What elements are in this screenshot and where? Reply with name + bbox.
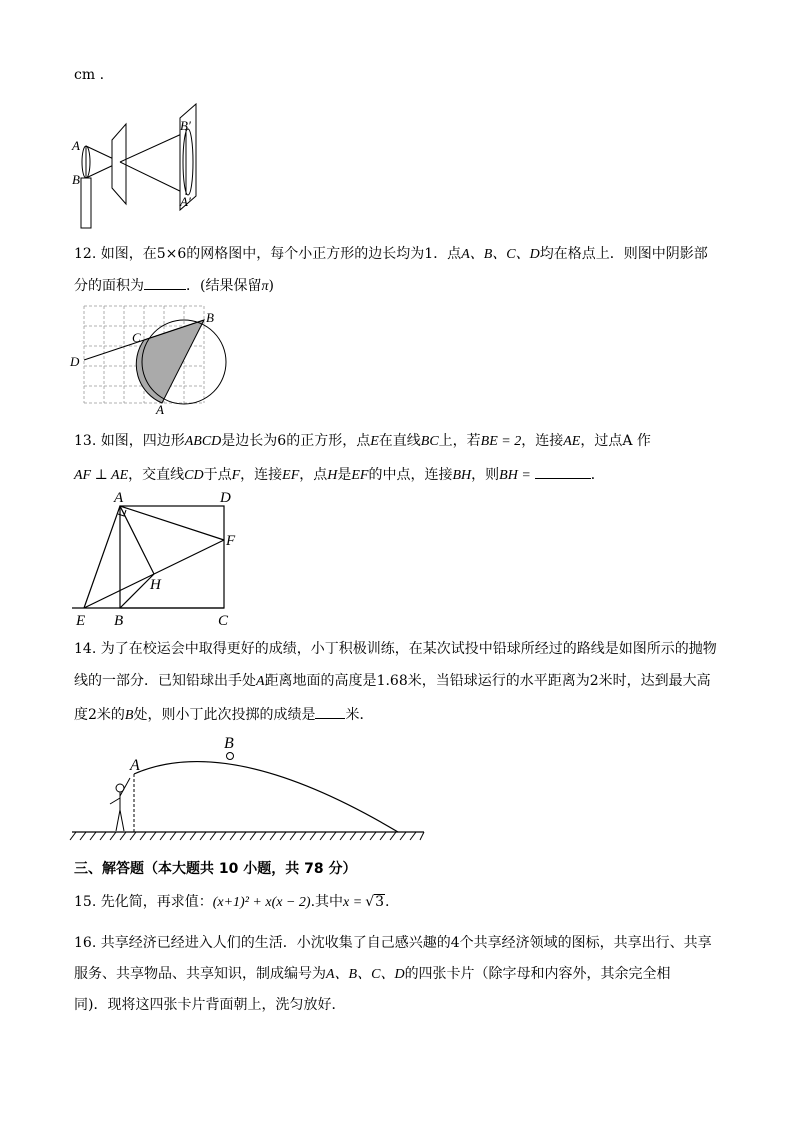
thrower-figure: [110, 778, 130, 831]
label-C: C: [132, 330, 141, 345]
figure-14-shot-put-parabola: [68, 734, 430, 844]
label-B: B: [114, 613, 124, 629]
label-A: A: [114, 490, 124, 506]
trajectory-parabola: [134, 762, 398, 832]
sqrt-radicand: 3: [375, 894, 385, 910]
q12-line2: 分的面积为 ．(结果保留π): [74, 275, 274, 296]
ground-hatching: [70, 832, 424, 840]
q13-line1: 13. 如图，四边形ABCD是边长为6的正方形，点E在直线BC上，若BE = 2，连接AE，过点A 作: [74, 433, 651, 449]
section-3-heading: 三、解答题（本大题共 10 小题，共 78 分）: [74, 861, 357, 877]
label-A: A: [130, 757, 140, 774]
label-H: H: [150, 577, 161, 593]
label-D: D: [220, 490, 231, 506]
label-B: B: [206, 310, 214, 325]
q15-line: 15. 先化简，再求值：(x+1)² + x(x − 2).其中x = √3.: [74, 894, 390, 910]
point-B: [227, 753, 234, 760]
label-B-prime: B′: [180, 118, 191, 133]
label-F: F: [226, 533, 236, 549]
q14-line1: 14. 为了在校运会中取得更好的成绩，小丁积极训练，在某次试投中铅球所经过的路线是如图所示的抛物: [74, 641, 717, 657]
q13-line2: AF ⊥ AE，交直线CD于点F，连接EF，点H是EF的中点，连接BH，则BH = ．: [74, 464, 605, 485]
q14-answer-blank[interactable]: [315, 704, 345, 719]
label-B: B: [224, 735, 234, 752]
q13-answer-blank[interactable]: [535, 464, 591, 479]
q12-line1: 12. 如图，在5×6的网格图中，每个小正方形的边长均为1．点A、B、C、D均在格点上．则图中阴影部: [74, 246, 708, 262]
q14-line2: 线的一部分．已知铅球出手处A距离地面的高度是1.68米，当铅球运行的水平距离为2米时，达到最大高: [74, 673, 711, 689]
shaded-region: [136, 320, 204, 403]
figure-12-grid-circle: [68, 304, 238, 422]
label-A: A: [72, 138, 80, 153]
label-A-prime: A′: [180, 194, 191, 209]
candle-body: [81, 178, 91, 228]
q14-line3: 度2米的B处，则小丁此次投掷的成绩是 米．: [74, 704, 373, 725]
figure-11-projection-diagram: [68, 100, 208, 235]
q12-answer-blank[interactable]: [144, 275, 186, 290]
q16-line1: 16. 共享经济已经进入人们的生活．小沈收集了自己感兴趣的4个共享经济领域的图标，共享出行、共享: [74, 935, 712, 951]
label-D: D: [70, 354, 80, 369]
label-E: E: [76, 613, 86, 629]
top-unit: cm .: [74, 67, 105, 83]
q16-line2: 服务、共享物品、共享知识，制成编号为A、B、C、D的四张卡片（除字母和内容外，其余完全相: [74, 966, 671, 982]
q16-line3: 同)．现将这四张卡片背面朝上，洗匀放好．: [74, 997, 346, 1013]
label-C: C: [218, 613, 229, 629]
label-A: A: [156, 402, 164, 417]
label-B: B: [72, 172, 80, 187]
figure-13-square: [68, 488, 248, 628]
